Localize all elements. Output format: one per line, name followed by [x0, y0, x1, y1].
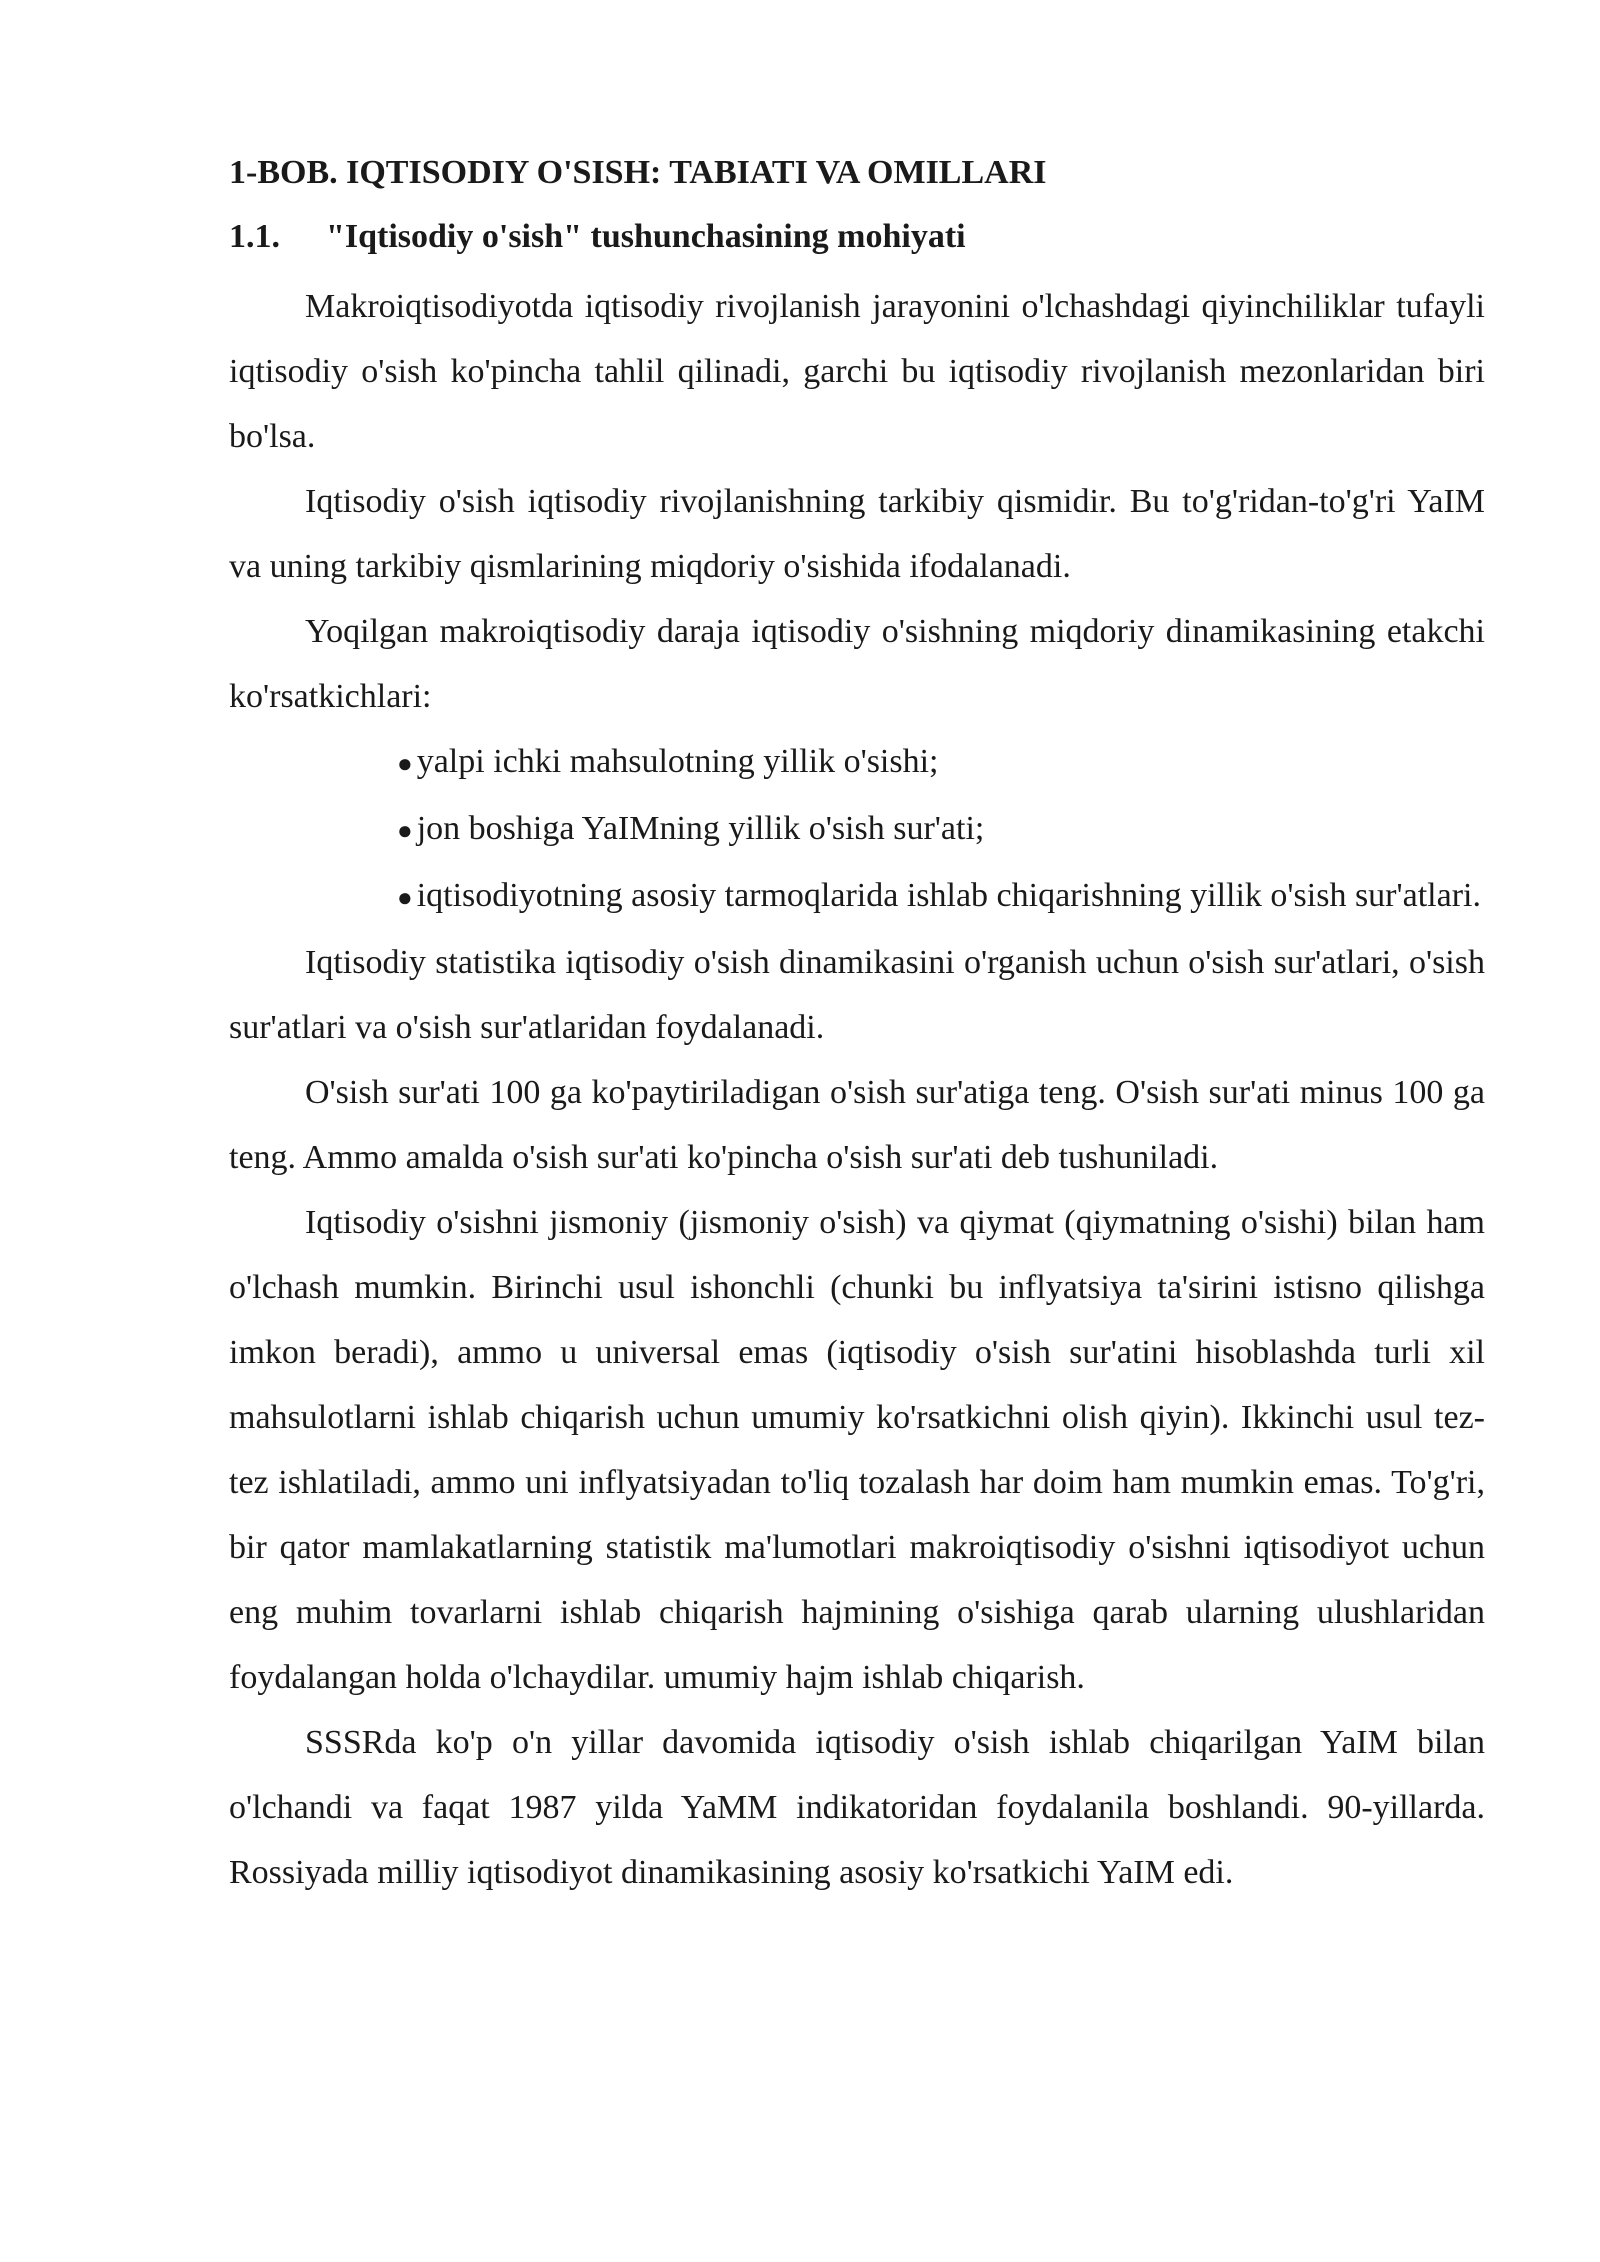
paragraph: Iqtisodiy o'sish iqtisodiy rivojlanishning tarkibiy qismidir. Bu to'g'ridan-to'g'ri YaIM va uning tarkibiy qismlarining miqdoriy o'sishida ifodalanadi. — [229, 483, 1485, 585]
paragraph: Iqtisodiy statistika iqtisodiy o'sish dinamikasini o'rganish uchun o'sish sur'atlari, o'sish sur'atlari va o'sish sur'atlaridan foydalanadi. — [229, 944, 1485, 1046]
paragraph: O'sish sur'ati 100 ga ko'paytiriladigan o'sish sur'atiga teng. O'sish sur'ati minus 100 ga teng. Ammo amalda o'sish sur'ati ko'pincha o'sish sur'ati deb tushuniladi. — [229, 1074, 1485, 1176]
section-title: "Iqtisodiy o'sish" tushunchasining mohiyati — [326, 218, 966, 255]
section-number: 1.1. — [229, 218, 280, 255]
list-item — [327, 863, 1485, 930]
document-page — [229, 148, 1485, 1905]
bullet-icon: ● — [397, 816, 413, 845]
list-item — [327, 729, 1485, 796]
chapter-title: 1-BOB. IQTISODIY O'SISH: TABIATI VA OMILLARI — [229, 154, 1047, 191]
indicator-list — [229, 729, 1485, 930]
section-heading — [229, 212, 1485, 262]
paragraph: Iqtisodiy o'sishni jismoniy (jismoniy o'sish) va qiymat (qiymatning o'sishi) bilan ham o'lchash mumkin. Birinchi usul ishonchli (chunki bu inflyatsiya ta'sirini istisno qilishga imkon beradi), ammo u universal emas (iqtisodiy o'sish sur'atini hisoblashda turli xil mahsulotlarni ishlab chiqarish uchun umumiy ko'rsatkichni olish qiyin). Ikkinchi usul tez-tez ishlatiladi, ammo uni inflyatsiyadan to'liq tozalash har doim ham mumkin emas. To'g'ri, bir qator mamlakatlarning statistik ma'lumotlari makroiqtisodiy o'sishni iqtisodiyot uchun eng muhim tovarlarni ishlab chiqarish hajmining o'sishiga qarab ularning ulushlaridan foydalangan holda o'lchaydilar. umumiy hajm ishlab chiqarish. — [229, 1204, 1485, 1696]
paragraph: SSSRda ko'p o'n yillar davomida iqtisodiy o'sish ishlab chiqarilgan YaIM bilan o'lchandi va faqat 1987 yilda YaMM indikatoridan foydalanila boshlandi. 90-yillarda. Rossiyada milliy iqtisodiyot dinamikasining asosiy ko'rsatkichi YaIM edi. — [229, 1724, 1485, 1891]
list-item-text: jon boshiga YaIMning yillik o'sish sur'ati; — [416, 810, 985, 847]
list-item-text: iqtisodiyotning asosiy tarmoqlarida ishlab chiqarishning yillik o'sish sur'atlari. — [416, 877, 1481, 914]
list-item — [327, 796, 1485, 863]
bullet-icon: ● — [397, 883, 413, 912]
paragraph: Yoqilgan makroiqtisodiy daraja iqtisodiy o'sishning miqdoriy dinamikasining etakchi ko'rsatkichlari: — [229, 613, 1485, 715]
bullet-icon: ● — [397, 749, 413, 778]
list-item-text: yalpi ichki mahsulotning yillik o'sishi; — [416, 743, 939, 780]
paragraph: Makroiqtisodiyotda iqtisodiy rivojlanish jarayonini o'lchashdagi qiyinchiliklar tufayli iqtisodiy o'sish ko'pincha tahlil qilinadi, garchi bu iqtisodiy rivojlanish mezonlaridan biri bo'lsa. — [229, 288, 1485, 455]
